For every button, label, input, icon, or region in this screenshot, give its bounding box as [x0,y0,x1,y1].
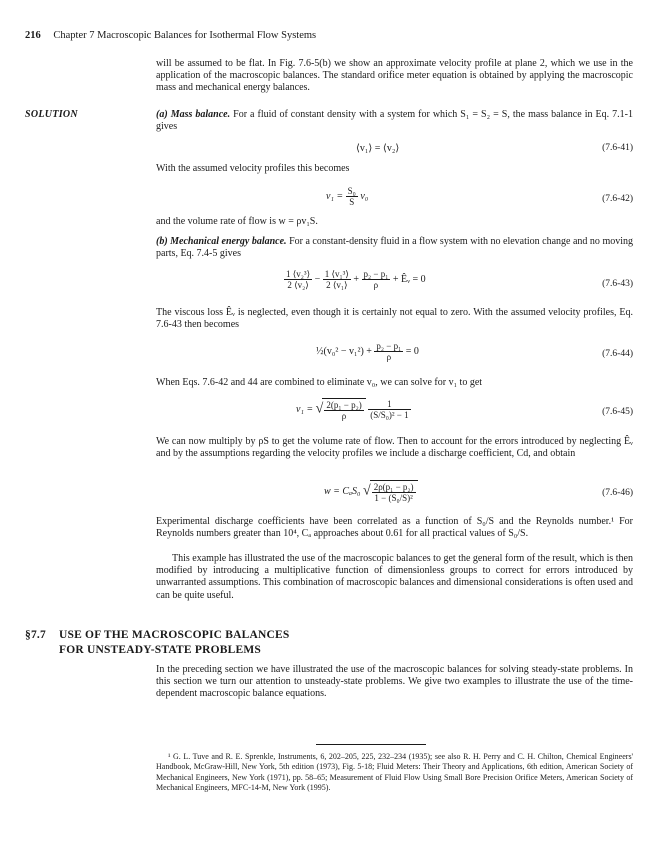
multiply-paragraph: We can now multiply by ρS to get the volume rate of flow. Then to account for the errors introduced by neglecting Êᵥ and by the assumptions regarding the velocity profiles we include a discharge coefficient, Cd, and obtain [156,436,633,460]
eq41-number: (7.6-41) [602,143,633,153]
eq45-expression: v₁ = √ $\frac{\text{2(p₁ − p₂)}}{\rho}$ $\frac{1}{\text{(S/S₀)² − 1}}$ [296,399,409,421]
experimental-paragraph: Experimental discharge coefficients have been correlated as a function of S₀/S and the Reynolds number.¹ For Reynolds numbers greater than 10⁴, Cₐ approaches about 0.61 for all practical values of S₀/S. [156,516,633,540]
part-a-text: For a fluid of constant density with a system for which S₁ = S₂ = S, the mass balance in Eq. 7.1-1 gives [156,109,633,133]
equation-7-6-44 [156,339,633,367]
combine-paragraph: When Eqs. 7.6-42 and 44 are combined to eliminate v₀, we can solve for v₁ to get [156,377,483,388]
volume-rate-text: and the volume rate of flow is w = ρv₁S. [156,216,318,227]
eq42-expression: v₁ = $\frac{\text{S₀}}{S}$ v₀ [326,186,369,207]
footnote: ¹ G. L. Tuve and R. E. Sprenkle, Instruments, 6, 202–205, 225, 232–234 (1935); see also R. H. Perry and C. H. Chilton, Chemical Engineers' Handbook, McGraw-Hill, New York, 5th edition (1973), Fig. 5-18; Fluid Meters: Their Theory and Applications, 6th edition, American Society of Mechanical Engineers, New York (1971), pp. 58–65; Measurement of Fluid Flow Using Small Bore Precision Orifice Meters, American Society of Mechanical Engineers, MFC-14-M, New York (1995). [156,752,633,793]
eq43-expression: $\frac{\text{1 ⟨v₂³⟩}}{\text{2 ⟨v₂⟩}}$ − $\frac{\text{1 ⟨v₁³⟩}}{\text{2 ⟨v₁⟩}}$ + $\frac{\text{p₂ − p₁}}{\rho}$ + Êᵥ = 0 [286,269,426,290]
part-a-heading: (a) Mass balance. [156,109,231,120]
page-header [25,30,316,41]
intro-paragraph: will be assumed to be flat. In Fig. 7.6-5(b) we show an approximate velocity profile at plane 2, which we use in the application of the macroscopic balances. The standard orifice meter equation is obtained by applying the macroscopic mass and mechanical energy balances. [156,58,633,94]
viscous-loss-paragraph: The viscous loss Êᵥ is neglected, even though it is certainly not equal to zero. With the assumed velocity profiles, Eq. 7.6-43 then becomes [156,307,633,331]
equation-7-6-46 [156,477,633,509]
equation-7-6-45 [156,395,633,429]
equation-7-6-43 [156,267,633,299]
eq42-number: (7.6-42) [602,194,633,204]
eq46-expression: w = CₐS₀ √ $\frac{\text{2ρ(p₁ − p₂)}}{\text{1 − (S₀/S)²}}$ [324,480,418,503]
part-b-heading: (b) Mechanical energy balance. [156,236,287,247]
section-title-line2: FOR UNSTEADY-STATE PROBLEMS [59,644,262,656]
eq44-number: (7.6-44) [602,349,633,359]
sqrt-sign: √ [315,401,324,417]
section-heading [25,628,289,658]
section-number: §7.7 [25,629,46,641]
running-title: Chapter 7 Macroscopic Balances for Isothermal Flow Systems [53,30,317,41]
eq42-fraction: $\frac{\text{S₀}}{S}$ [347,186,356,207]
eq43-number: (7.6-43) [602,279,633,289]
sqrt-sign: √ [363,483,371,499]
eq41-expression: ⟨v₁⟩ = ⟨v₂⟩ [356,143,400,154]
footnote-rule [316,744,426,745]
section-title-line1: USE OF THE MACROSCOPIC BALANCES [59,629,290,641]
solution-label: SOLUTION [25,109,78,120]
equation-7-6-42 [156,184,633,212]
part-a-paragraph [156,109,633,133]
equation-7-6-41 [156,143,633,157]
section-paragraph: In the preceding section we have illustrated the use of the macroscopic balances for solving steady-state problems. In this section we turn our attention to unsteady-state problems. We give two examples to illustrate the use of the time-dependent macroscopic balance equations. [156,664,633,700]
part-b-paragraph [156,236,633,260]
page-number: 216 [25,30,41,41]
eq44-expression: ½(v₀² − v₁²) + $\frac{\text{p₂ − p₁}}{\rho}$ = 0 [316,341,419,362]
eq45-number: (7.6-45) [602,407,633,417]
after-eq41-text: With the assumed velocity profiles this becomes [156,163,350,174]
part-b-text: For a constant-density fluid in a flow system with no elevation change and no moving parts, Eq. 7.4-5 gives [156,236,633,260]
eq46-number: (7.6-46) [602,488,633,498]
example-paragraph: This example has illustrated the use of the macroscopic balances to get the general form of the result, which is then modified by introducing a multiplicative function of dimensionless groups to correct for errors introduced by unwarranted assumptions. This combination of macroscopic balances and dimensional considerations is often used and can be quite useful. [156,553,633,601]
